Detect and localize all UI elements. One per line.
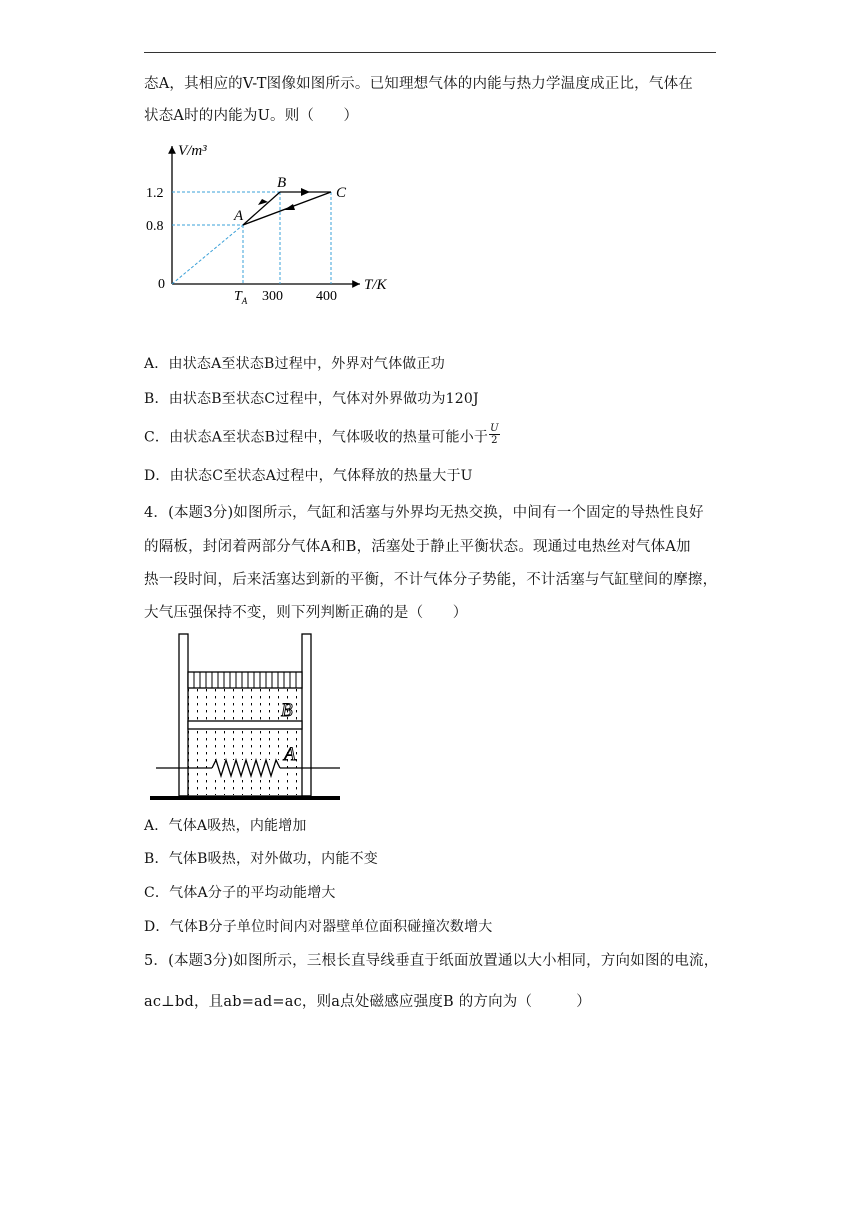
arrow-bc — [301, 188, 310, 196]
y-tick-0-8: 0.8 — [146, 219, 164, 234]
gas-a-label: A — [284, 744, 296, 765]
header-rule — [144, 52, 716, 53]
q4-text-line3: 热一段时间，后来活塞达到新的平衡，不计气体分子势能，不计活塞与气缸壁间的摩擦， — [144, 572, 718, 588]
point-label-a: A — [234, 208, 244, 224]
gas-b-label: B — [281, 700, 293, 721]
segment-ab — [243, 192, 280, 225]
guide-lines — [172, 192, 331, 284]
x-tick-300: 300 — [262, 289, 283, 304]
q3-text-line1: 态A，其相应的V-T图像如图所示。已知理想气体的内能与热力学温度成正比，气体在 — [144, 76, 693, 92]
x-tick-400: 400 — [316, 289, 337, 304]
q5-text-line2: ac⊥bd，且ab=ad=ac，则a点处磁感应强度B 的方向为（ ） — [144, 994, 591, 1010]
fraction-u-over-2: $\frac{U}{2}$ — [490, 423, 499, 446]
q4-option-b: B．气体B吸热，对外做功，内能不变 — [144, 851, 378, 867]
q4-option-d: D．气体B分子单位时间内对器壁单位面积碰撞次数增大 — [144, 919, 493, 935]
q4-option-c: C．气体A分子的平均动能增大 — [144, 885, 336, 901]
arrow-ca — [284, 204, 295, 210]
cylinder-right-wall — [302, 634, 311, 796]
cylinder-left-wall — [179, 634, 188, 796]
y-tick-1-2: 1.2 — [146, 186, 164, 201]
x-tick-ta: $T_A$ — [234, 289, 248, 306]
ground — [150, 796, 340, 800]
q4-text-line2: 的隔板，封闭着两部分气体A和B，活塞处于静止平衡状态。现通过电热丝对气体A加 — [144, 539, 691, 555]
q3-option-d: D．由状态C至状态A过程中，气体释放的热量大于U — [144, 468, 473, 484]
origin-label: 0 — [158, 277, 165, 292]
q5-text-line1: 5．(本题3分)如图所示，三根长直导线垂直于纸面放置通以大小相同，方向如图的电流， — [144, 953, 719, 969]
q4-text-line4: 大气压强保持不变，则下列判断正确的是（ ） — [144, 605, 468, 621]
piston — [188, 672, 302, 688]
partition — [188, 721, 302, 729]
q3-option-c: C．由状态A至状态B过程中，气体吸收的热量可能小于 $\frac{U}{2}$ — [144, 423, 499, 446]
point-label-c: C — [336, 185, 347, 201]
cylinder-diagram — [148, 632, 348, 804]
y-axis-label: V/m³ — [178, 143, 207, 159]
x-axis-label: T/K — [364, 277, 387, 293]
q4-text-line1: 4．(本题3分)如图所示，气缸和活塞与外界均无热交换，中间有一个固定的导热性良好 — [144, 505, 704, 521]
point-label-b: B — [277, 175, 287, 191]
q3-option-b: B．由状态B至状态C过程中，气体对外界做功为120J — [144, 391, 479, 407]
q3-option-a: A．由状态A至状态B过程中，外界对气体做正功 — [144, 356, 445, 372]
q3-text-line2: 状态A时的内能为U。则（ ） — [144, 108, 359, 124]
q4-option-a: A．气体A吸热，内能增加 — [144, 818, 307, 834]
vt-graph — [146, 138, 410, 313]
